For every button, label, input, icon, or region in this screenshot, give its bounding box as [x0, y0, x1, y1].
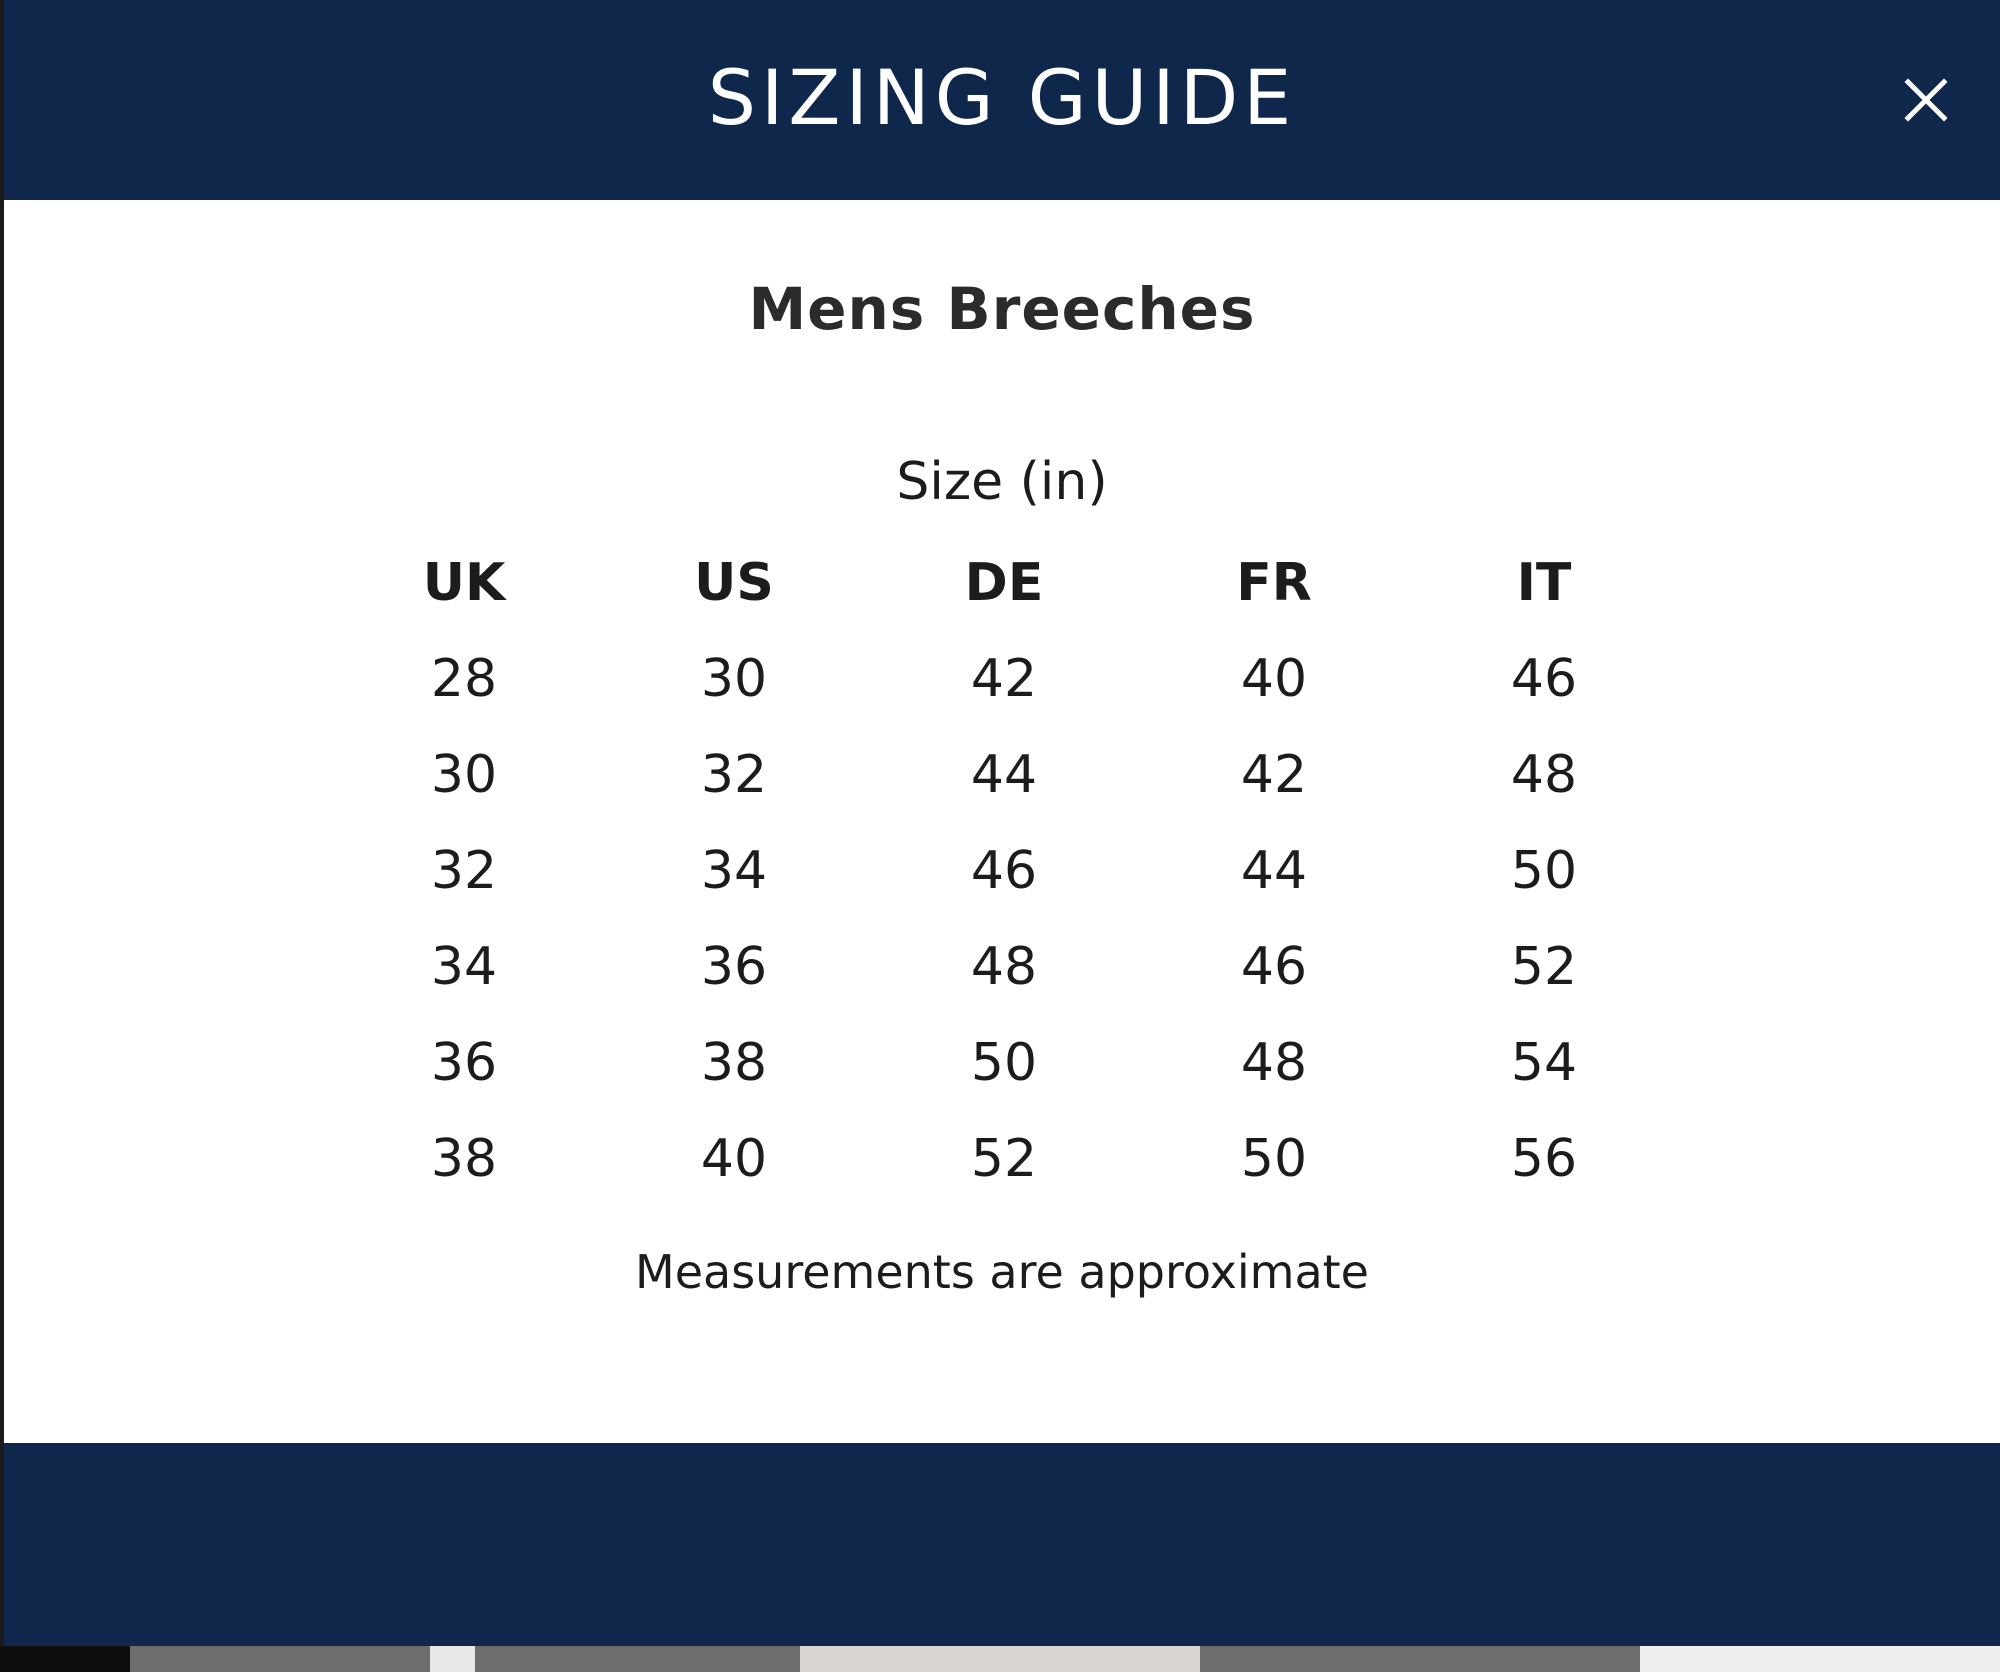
table-row — [329, 1015, 1679, 1111]
column-header-it: IT — [1516, 553, 1572, 613]
table-cell: 52 — [970, 1129, 1038, 1189]
table-cell: 34 — [430, 937, 498, 997]
table-cell: 46 — [1510, 649, 1578, 709]
table-cell: 30 — [430, 745, 498, 805]
table-cell: 38 — [430, 1129, 498, 1189]
table-cell: 40 — [1240, 649, 1308, 709]
table-cell: 50 — [1240, 1129, 1308, 1189]
column-header-fr: FR — [1236, 553, 1312, 613]
background-image-fragment — [1640, 1646, 2000, 1672]
table-cell: 48 — [970, 937, 1038, 997]
table-row — [329, 919, 1679, 1015]
table-cell: 36 — [700, 937, 768, 997]
table-cell: 40 — [700, 1129, 768, 1189]
table-cell: 42 — [970, 649, 1038, 709]
table-cell: 44 — [1240, 841, 1308, 901]
table-cell: 50 — [970, 1033, 1038, 1093]
product-title: Mens Breeches — [748, 275, 1256, 343]
sizing-guide-modal — [4, 0, 2000, 1646]
table-cell: 42 — [1240, 745, 1308, 805]
table-row — [329, 631, 1679, 727]
column-header-us: US — [694, 553, 774, 613]
table-cell: 36 — [430, 1033, 498, 1093]
table-cell: 46 — [1240, 937, 1308, 997]
column-header-uk: UK — [422, 553, 506, 613]
modal-title: SIZING GUIDE — [707, 53, 1297, 142]
table-cell: 44 — [970, 745, 1038, 805]
table-row — [329, 823, 1679, 919]
table-cell: 48 — [1510, 745, 1578, 805]
background-image-fragment — [0, 1646, 130, 1672]
column-header-de: DE — [964, 553, 1044, 613]
table-cell: 54 — [1510, 1033, 1578, 1093]
table-cell: 48 — [1240, 1033, 1308, 1093]
size-table-title: Size (in) — [896, 452, 1108, 512]
close-icon — [1896, 70, 1956, 130]
size-table-header — [329, 535, 1679, 631]
close-button[interactable] — [1896, 70, 1956, 130]
table-cell: 34 — [700, 841, 768, 901]
table-cell: 46 — [970, 841, 1038, 901]
table-cell: 30 — [700, 649, 768, 709]
table-cell: 28 — [430, 649, 498, 709]
table-cell: 56 — [1510, 1129, 1578, 1189]
table-row — [329, 1111, 1679, 1207]
modal-footer — [4, 1443, 2000, 1646]
measurement-note: Measurements are approximate — [635, 1245, 1369, 1299]
table-cell: 38 — [700, 1033, 768, 1093]
table-cell: 32 — [700, 745, 768, 805]
table-cell: 32 — [430, 841, 498, 901]
modal-header — [4, 0, 2000, 200]
background-image-fragment — [430, 1646, 475, 1672]
table-cell: 52 — [1510, 937, 1578, 997]
size-table — [329, 535, 1679, 1207]
table-cell: 50 — [1510, 841, 1578, 901]
background-product-image — [800, 1646, 1200, 1672]
table-row — [329, 727, 1679, 823]
